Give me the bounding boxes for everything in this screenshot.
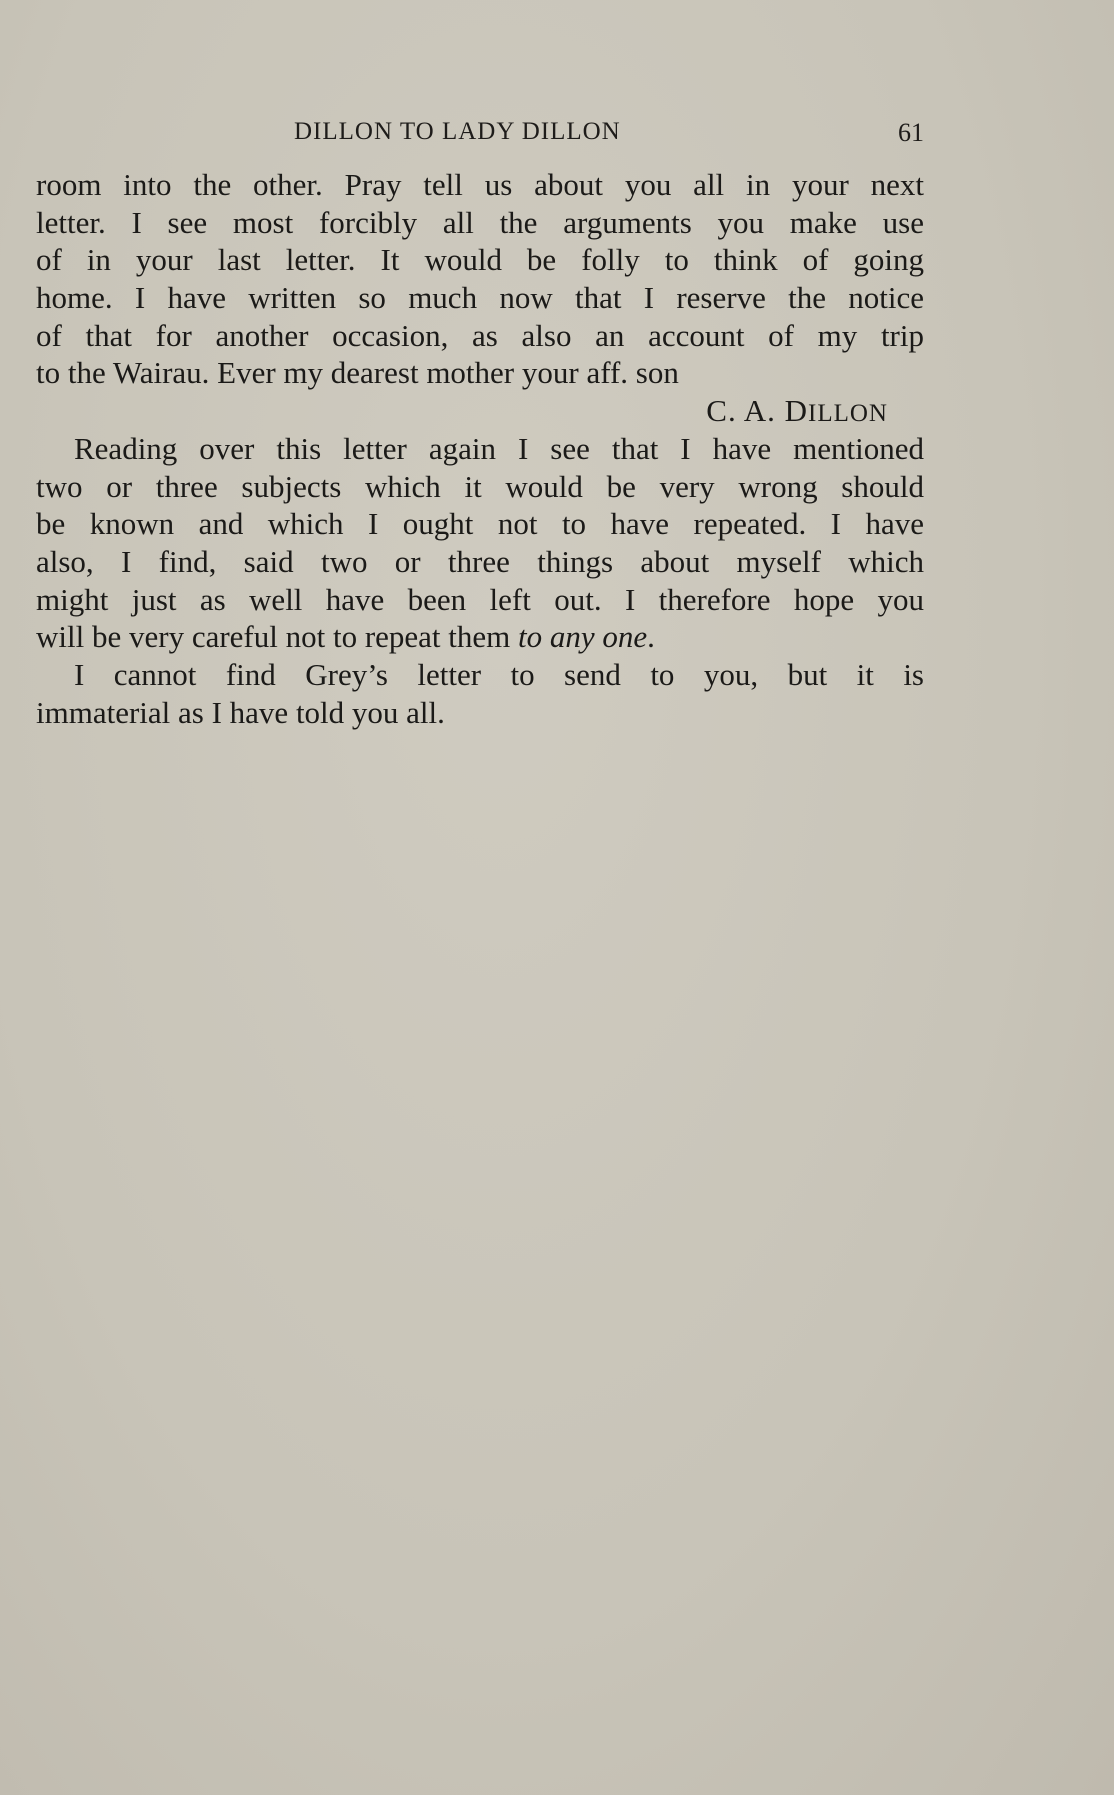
text-line: of in your last letter. It would be folly to think of going bbox=[36, 242, 924, 278]
text-run: will be very careful not to repeat them bbox=[36, 619, 519, 655]
running-head bbox=[36, 114, 924, 154]
text-line: to the Wairau. Ever my dearest mother your aff. son bbox=[36, 355, 679, 391]
text-line: of that for another occasion, as also an account of my trip bbox=[36, 317, 924, 353]
body-text bbox=[36, 166, 924, 731]
text-line: letter. I see most forcibly all the arguments you make use bbox=[36, 204, 924, 240]
text-line: immaterial as I have told you all. bbox=[36, 694, 445, 730]
text-line: be known and which I ought not to have repeated. I have bbox=[36, 506, 924, 542]
italic-emphasis: to any one bbox=[518, 619, 648, 655]
text-line: Reading over this letter again I see that I have mentioned bbox=[74, 430, 924, 466]
signature bbox=[36, 392, 924, 430]
text-line: might just as well have been left out. I therefore hope you bbox=[36, 581, 924, 617]
signature-surname: ILLON bbox=[808, 400, 888, 428]
text-run: . bbox=[647, 619, 655, 655]
page-number: 61 bbox=[898, 118, 924, 147]
text-line: home. I have written so much now that I reserve the notice bbox=[36, 280, 924, 316]
paragraph-postscript bbox=[36, 430, 924, 656]
text-line bbox=[36, 618, 924, 656]
signature-initials: C. A. D bbox=[706, 393, 809, 429]
paragraph-grey-letter bbox=[36, 656, 924, 731]
running-title: DILLON TO LADY DILLON bbox=[294, 118, 621, 145]
text-line: I cannot find Grey’s letter to send to you, but it is bbox=[74, 656, 924, 692]
text-line: also, I find, said two or three things about myself which bbox=[36, 543, 924, 579]
paragraph-letter-closing bbox=[36, 166, 924, 392]
text-line: two or three subjects which it would be very wrong should bbox=[36, 468, 924, 504]
text-line: room into the other. Pray tell us about you all in your next bbox=[36, 167, 924, 202]
